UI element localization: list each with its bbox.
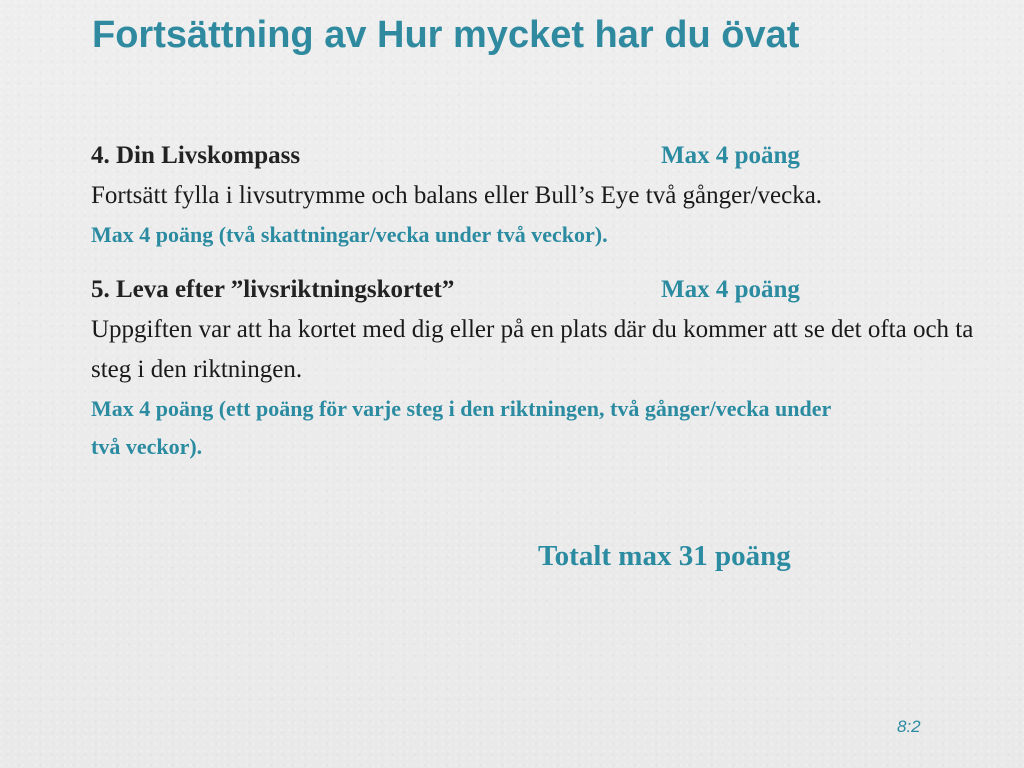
section-5-heading: 5. Leva efter ”livsriktningskortet” <box>91 276 455 303</box>
section-5-note: Max 4 poäng (ett poäng för varje steg i den riktningen, två gånger/vecka under två veckor). <box>91 396 831 459</box>
slide-content <box>91 136 1001 466</box>
section-5 <box>91 270 1001 466</box>
section-4-note: Max 4 poäng (två skattningar/vecka under två veckor). <box>91 222 608 247</box>
slide-title: Fortsättning av Hur mycket har du övat <box>92 14 800 56</box>
total-points: Totalt max 31 poäng <box>538 540 791 572</box>
section-5-header <box>91 270 1001 310</box>
section-4-max-points: Max 4 poäng <box>661 142 800 169</box>
section-5-max-points: Max 4 poäng <box>661 276 800 303</box>
page-number: 8:2 <box>897 717 921 736</box>
section-4-body: Fortsätt fylla i livsutrymme och balans eller Bull’s Eye två gånger/vecka. <box>91 182 823 209</box>
section-5-body: Uppgiften var att ha kortet med dig eller på en plats där du kommer att se det ofta och ta steg i den riktningen. <box>91 316 974 383</box>
section-4 <box>91 136 1001 254</box>
section-4-heading: 4. Din Livskompass <box>91 142 301 169</box>
section-4-header <box>91 136 1001 176</box>
